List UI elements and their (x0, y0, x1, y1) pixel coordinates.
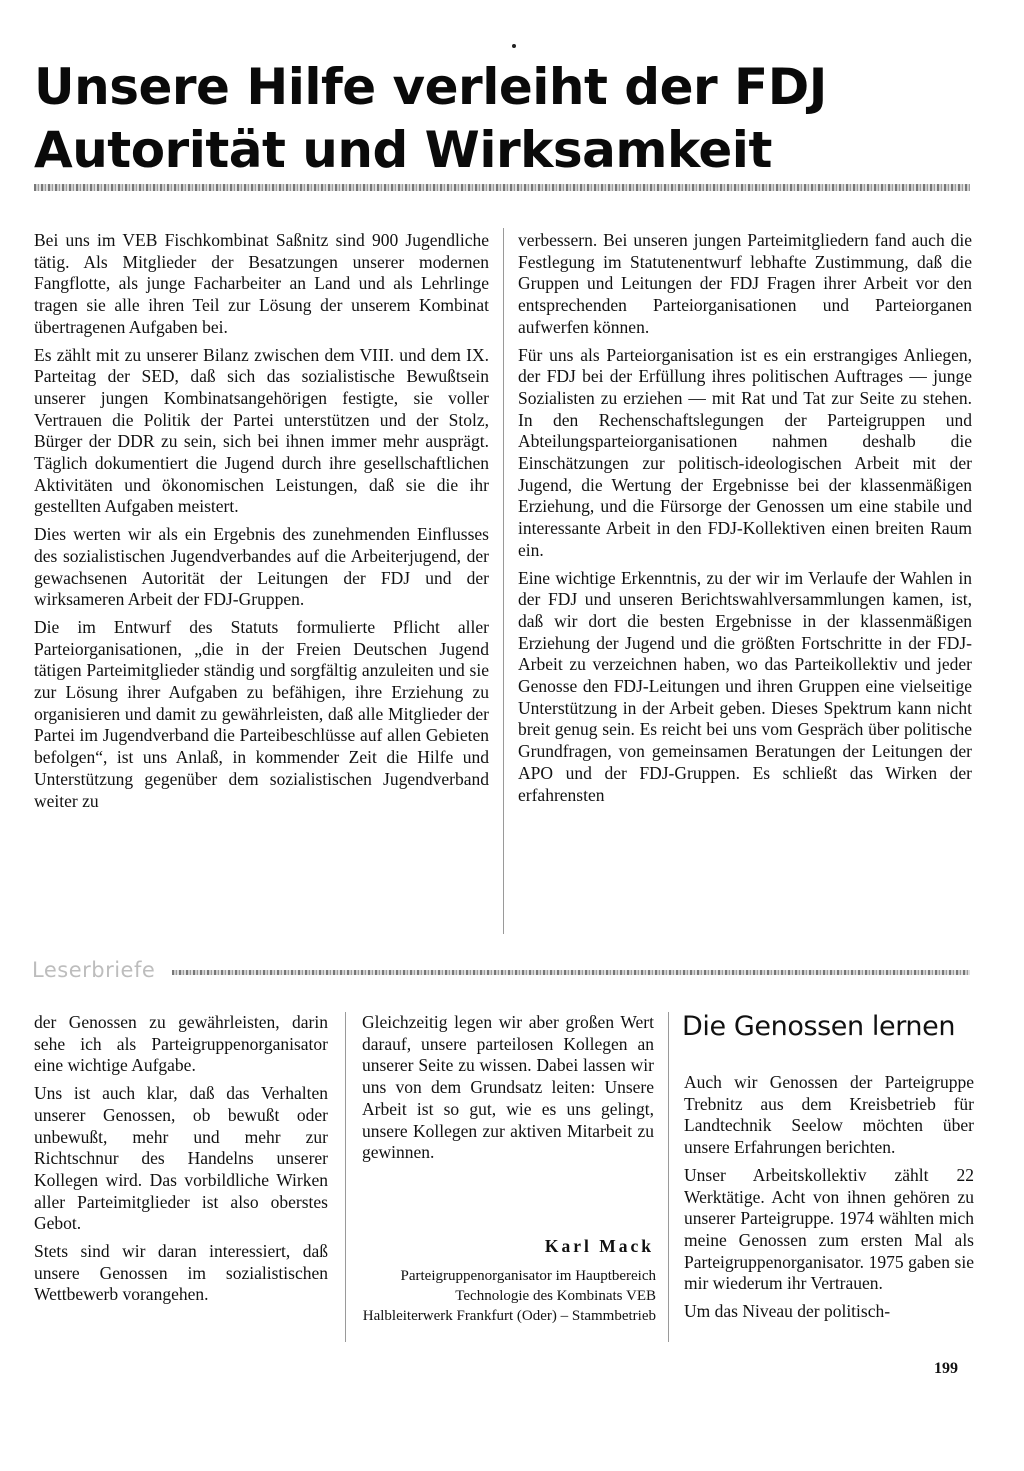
paragraph: Gleichzeitig legen wir aber großen Wert darauf, unsere parteilosen Kollegen an unserer Seite zu wissen. Dabei lassen wir uns von dem Grundsatz leiten: Unsere Arbeit ist so gut, wie es uns gelingt, unsere Kollegen zur aktiven Mitarbeit zu gewinnen. (362, 1012, 654, 1163)
letter-title: Die Genossen lernen (682, 1011, 956, 1042)
paragraph: Uns ist auch klar, daß das Verhalten unserer Genossen, ob bewußt oder unbewußt, mehr und mehr zur Richtschnur des Handelns unserer Kollegen wird. Das vorbildliche Wirken aller Parteimitglieder ist also oberstes Gebot. (34, 1083, 328, 1234)
letters-column-3 (684, 1072, 974, 1329)
headline (34, 56, 994, 182)
paragraph: Um das Niveau der politisch- (684, 1301, 891, 1322)
paragraph: Auch wir Genossen der Parteigruppe Trebnitz aus dem Kreisbetrieb für Landtechnik Seelow möchten über unsere Erfahrungen berichten. (684, 1072, 974, 1158)
letter-author-affiliation: Parteigruppenorganisator im Hauptbereich Technologie des Kombinats VEB Halbleiterwerk Frankfurt (Oder) – Stammbetrieb (362, 1268, 656, 1324)
section-label: Leserbriefe (32, 958, 156, 982)
letters-column-1 (34, 1012, 328, 1312)
paragraph: Für uns als Parteiorganisation ist es ein erstrangiges Anliegen, der FDJ bei der Erfüllung ihres politischen Auftrages — junge Sozialisten zu erziehen — mit Rat und Tat zur Seite zu stehen. In den Rechenschaftslegungen der Parteigruppen und Abteilungsparteiorganisationen nahmen deshalb die Einschätzungen zur politisch-ideologischen Arbeit mit der Jugend, die Wertung der Ergebnisse bei der klassenmäßigen Erziehung, und die Fürsorge der Genossen um eine stabile und interessante Arbeit in den FDJ-Kollektiven einen breiten Raum ein. (518, 344, 972, 560)
section-rule (172, 970, 970, 975)
paragraph: Dies werten wir als ein Ergebnis des zunehmenden Einflusses des sozialistischen Jugendverbandes auf die Arbeiterjugend, der gewachsenen Autorität der Leitungen der FDJ und der wirksameren Arbeit der FDJ-Gruppen. (34, 524, 489, 610)
article-column-2 (518, 230, 972, 812)
paragraph: Unser Arbeitskollektiv zählt 22 Werktätige. Acht von ihnen gehören zu unserer Parteigruppe. 1974 wählten mich meine Genossen zum ersten Mal als Parteigruppenorganisator. 1975 gaben sie mir wiederum ihr Vertrauen. (684, 1164, 974, 1294)
column-divider (503, 228, 504, 934)
paragraph: Es zählt mit zu unserer Bilanz zwischen dem VIII. und dem IX. Parteitag der SED, daß sich das sozialistische Bewußtsein unserer jungen Kombinatsangehörigen festigte, sie voller Vertrauen die Politik der Partei unterstützen und der Stolz, Bürger der DDR zu sein, sich bei ihnen immer mehr ausprägt. Täglich dokumentiert die Jugend durch ihre gesellschaftlichen Aktivitäten und ökonomischen Leistungen, daß sie die ihr gestellten Aufgaben meistert. (34, 344, 489, 517)
page-number: 199 (934, 1360, 958, 1377)
article-column-1 (34, 230, 489, 818)
headline-rule (34, 184, 970, 191)
paragraph: verbessern. Bei unseren jungen Parteimitgliedern fand auch die Festlegung im Statutenentwurf lebhafte Zustimmung, daß die Gruppen und Leitungen der FDJ Fragen ihrer Arbeit vor den entsprechenden Parteiorganisationen und Parteiorganen aufwerfen können. (518, 230, 972, 337)
headline-line-1: Unsere Hilfe verleiht der FDJ (34, 58, 827, 116)
print-speck (512, 44, 516, 48)
headline-line-2: Autorität und Wirksamkeit (34, 121, 772, 179)
column-divider (345, 1012, 346, 1342)
column-divider (668, 1012, 669, 1342)
paragraph: Bei uns im VEB Fischkombinat Saßnitz sind 900 Jugendliche tätig. Als Mitglieder der Besatzungen unserer modernen Fangflotte, als junge Facharbeiter an Land und als Lehrlinge tragen sie alle ihren Teil zur Lösung der unserem Kombinat übertragenen Aufgaben bei. (34, 230, 489, 337)
letter-author: Karl Mack (544, 1236, 654, 1256)
paragraph: der Genossen zu gewährleisten, darin sehe ich als Parteigruppenorganisator eine wichtige Aufgabe. (34, 1012, 328, 1076)
letters-column-2 (362, 1012, 654, 1170)
paragraph: Die im Entwurf des Statuts formulierte Pflicht aller Parteiorganisationen, „die in der Freien Deutschen Jugend tätigen Parteimitglieder ständig und sorgfältig anzuleiten und sie zur Lösung ihrer Aufgaben zu befähigen, ihre Erziehung zu organisieren und damit zu gewährleisten, daß alle Mitglieder der Partei im Jugendverband die Parteibeschlüsse auf allen Gebieten befolgen“, ist uns Anlaß, in kommender Zeit die Hilfe und Unterstützung gegenüber dem sozialistischen Jugendverband weiter zu (34, 616, 489, 811)
paragraph: Eine wichtige Erkenntnis, zu der wir im Verlaufe der Wahlen in der FDJ und unseren Berichtswahlversammlungen kamen, ist, daß wir dort die besten Ergebnisse in der klassenmäßigen Erziehung der Jugend und die größten Fortschritte in der FDJ-Arbeit zu verzeichnen haben, wo das Parteikollektiv und jeder Genosse den FDJ-Leitungen und ihren Gruppen eine vielseitige Unterstützung in der Arbeit geben. Dieses Spektrum kann nicht breit genug sein. Es reicht bei uns vom Gespräch über politische Grundfragen, von gemeinsamen Beratungen der Leitungen der APO und der FDJ-Gruppen. Es schließt das Wirken der erfahrensten (518, 567, 972, 805)
paragraph: Stets sind wir daran interessiert, daß unsere Genossen im sozialistischen Wettbewerb vorangehen. (34, 1241, 328, 1305)
